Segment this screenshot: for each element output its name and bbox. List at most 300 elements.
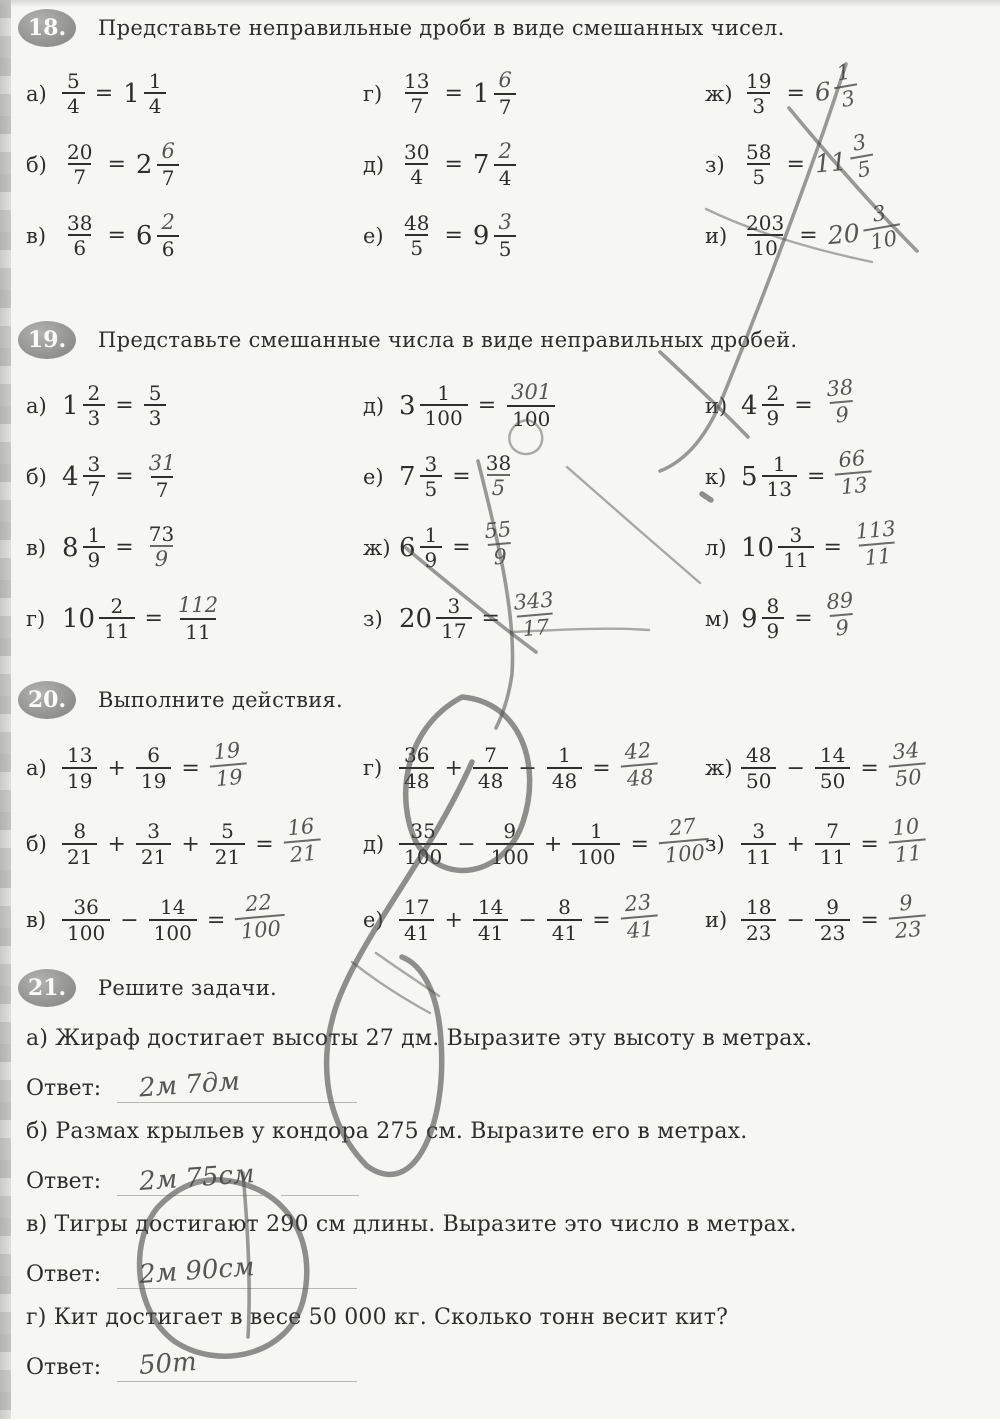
exercise-item [705, 882, 1000, 958]
fraction-denominator: 41 [547, 919, 582, 944]
operator: = [444, 152, 463, 177]
fraction-denominator: 17 [516, 612, 555, 642]
fraction [144, 523, 179, 572]
answer-line-segment [281, 1161, 359, 1196]
mixed-number [136, 211, 180, 260]
fraction-numerator: 113 [854, 516, 897, 545]
fraction [762, 382, 785, 430]
fraction-denominator: 100 [62, 919, 110, 944]
operator: = [592, 907, 611, 933]
answer-line [117, 1347, 357, 1382]
fraction-numerator: 14 [477, 895, 504, 920]
fraction-denominator: 9 [150, 545, 173, 572]
answer-row [26, 1338, 1000, 1382]
fraction-numerator: 16 [286, 813, 315, 841]
operator: = [115, 393, 134, 418]
operator: = [481, 606, 500, 631]
fraction-numerator: 2 [498, 139, 512, 164]
fraction-denominator: 9 [762, 617, 785, 642]
operator: = [444, 223, 463, 248]
exercise-header [18, 678, 1000, 722]
fraction-numerator: 1 [87, 522, 101, 547]
fraction [846, 130, 878, 183]
fraction [478, 518, 519, 571]
operator: = [860, 907, 879, 933]
fraction [481, 452, 516, 501]
exercise-item [26, 512, 363, 583]
fraction-denominator: 11 [99, 617, 134, 642]
exercise-item [363, 129, 705, 200]
problem-text: а) Жираф достигает высоты 27 дм. Выразите эту высоту в метрах. [26, 1026, 813, 1051]
exercise-header [18, 966, 1000, 1010]
whole-number: 4 [62, 461, 79, 492]
fraction [493, 140, 516, 189]
exercise-column [363, 58, 705, 271]
fraction-numerator: 1 [772, 451, 786, 476]
fraction-denominator: 7 [157, 164, 180, 189]
fraction [741, 212, 789, 260]
handwritten-answer-text: 50т [138, 1347, 198, 1381]
fraction-numerator: 89 [825, 588, 854, 615]
fraction-denominator: 11 [778, 546, 813, 571]
fraction-numerator: 6 [147, 743, 160, 768]
fraction-denominator: 3 [83, 404, 106, 429]
mixed-number [741, 453, 797, 501]
exercise-item [363, 730, 705, 806]
fraction-numerator: 2 [161, 210, 175, 235]
operator: + [786, 831, 805, 857]
fraction-denominator: 100 [149, 919, 197, 944]
fraction-denominator: 4 [494, 164, 517, 189]
fraction-denominator: 7 [68, 163, 91, 188]
exercise-item [363, 441, 705, 512]
fraction-denominator: 4 [144, 92, 167, 117]
fraction-denominator: 7 [405, 92, 428, 117]
fraction-numerator: 17 [404, 895, 430, 920]
mixed-number [473, 140, 517, 189]
item-label: е) [363, 223, 384, 248]
fraction-denominator: 100 [235, 913, 287, 944]
operator: = [592, 755, 611, 781]
exercise-item [26, 806, 363, 882]
operator: + [444, 755, 463, 781]
fraction [149, 896, 197, 944]
answer-label: Ответ: [26, 1076, 102, 1101]
fraction-numerator: 35 [410, 819, 436, 844]
fraction-numerator: 23 [623, 889, 652, 917]
fraction-numerator: 3 [789, 522, 803, 547]
mixed-number [473, 69, 517, 118]
operator: − [518, 907, 537, 933]
whole-number: 6 [813, 76, 832, 107]
fraction [762, 595, 785, 643]
mixed-number [741, 524, 814, 572]
whole-number: 8 [62, 532, 79, 563]
fraction-denominator: 48 [399, 767, 434, 792]
fraction [399, 212, 434, 260]
mixed-number [62, 382, 105, 430]
fraction-denominator: 48 [473, 767, 508, 792]
exercise-item [26, 441, 363, 512]
item-label: г) [363, 81, 383, 106]
exercise-item [26, 882, 363, 958]
fraction-denominator: 3 [834, 83, 862, 113]
exercise-header [18, 318, 1000, 362]
exercise-item [26, 129, 363, 200]
exercise-column [705, 58, 1000, 271]
operator: + [444, 907, 463, 933]
item-label: б) [26, 464, 47, 489]
handwritten-answer-text: 2м 7дм [138, 1066, 242, 1104]
fraction-denominator: 5 [487, 474, 510, 501]
fraction [233, 890, 287, 944]
item-label: к) [705, 464, 727, 489]
fraction-denominator: 11 [815, 843, 850, 868]
mixed-number [399, 595, 472, 643]
whole-number: 10 [62, 603, 96, 634]
item-label: е) [363, 908, 384, 932]
fraction [508, 588, 562, 642]
item-label: б) [26, 832, 47, 856]
fraction-numerator: 2 [87, 380, 101, 405]
fraction-denominator: 41 [620, 914, 659, 944]
fraction-numerator: 5 [221, 819, 234, 844]
whole-number: 20 [399, 603, 433, 634]
fraction-denominator: 21 [62, 843, 97, 868]
operator: = [786, 152, 805, 177]
exercise-item [705, 58, 1000, 129]
fraction [420, 524, 443, 572]
item-label: б) [26, 152, 47, 177]
fraction-numerator: 3 [850, 130, 868, 157]
fraction [144, 382, 167, 430]
fraction [778, 524, 813, 572]
fraction-numerator: 18 [746, 895, 772, 920]
fraction-denominator: 4 [405, 163, 428, 188]
fraction [741, 141, 776, 189]
fraction-denominator: 13 [762, 475, 797, 500]
fraction [741, 744, 776, 792]
handwritten-answer-text: 2м 90см [138, 1252, 256, 1290]
whole-number: 6 [135, 220, 153, 251]
fraction [886, 738, 927, 791]
fraction-numerator: 48 [404, 210, 430, 235]
fraction-numerator: 19 [212, 737, 242, 765]
fraction-numerator: 203 [746, 210, 785, 235]
answer-label: Ответ: [26, 1169, 102, 1194]
fraction-denominator: 7 [83, 475, 106, 500]
fraction [136, 820, 171, 868]
fraction-numerator: 66 [837, 446, 867, 473]
whole-number: 20 [826, 218, 861, 251]
fraction [618, 738, 659, 791]
fraction [420, 453, 443, 501]
fraction [741, 70, 776, 118]
operator: = [452, 535, 471, 560]
exercise-item [26, 370, 363, 441]
fraction-denominator: 10 [863, 223, 904, 255]
mixed-number [813, 59, 860, 118]
fraction-numerator: 1 [589, 819, 603, 844]
fraction-numerator: 22 [244, 889, 274, 917]
exercise-column [705, 370, 1000, 654]
fraction-denominator: 6 [68, 234, 91, 259]
fraction [572, 820, 620, 868]
operator: = [115, 464, 134, 489]
fraction-numerator: 3 [447, 593, 461, 618]
whole-number: 7 [399, 461, 416, 492]
fraction [144, 70, 167, 118]
exercise-item [363, 200, 705, 271]
operator: = [799, 223, 818, 248]
exercise-item [363, 370, 705, 441]
exercise-item [705, 806, 1000, 882]
fraction-denominator: 5 [494, 235, 517, 260]
fraction-numerator: 13 [404, 68, 430, 93]
fraction-numerator: 36 [73, 895, 99, 920]
operator: + [107, 831, 126, 857]
item-label: з) [363, 606, 383, 631]
exercise-item [705, 441, 1000, 512]
answer-label: Ответ: [26, 1355, 102, 1380]
fraction-denominator: 5 [405, 234, 428, 259]
fraction [436, 595, 471, 643]
answer-line [117, 1161, 359, 1196]
operator: = [630, 831, 649, 857]
fraction [62, 744, 97, 792]
whole-number: 1 [123, 78, 140, 109]
fraction [173, 594, 223, 643]
fraction [399, 70, 434, 118]
item-label: л) [705, 535, 727, 560]
problem-text: г) Кит достигает в весе 50 000 кг. Сколько тонн весит кит? [26, 1305, 729, 1330]
fraction-numerator: 38 [485, 451, 512, 476]
fraction-denominator: 19 [136, 767, 171, 792]
exercise-item [26, 200, 363, 271]
fraction-numerator: 1 [558, 743, 571, 768]
fraction [399, 896, 434, 944]
mixed-number [399, 382, 468, 430]
fraction-numerator: 10 [891, 813, 921, 841]
fraction-denominator: 10 [747, 234, 782, 259]
fraction [741, 896, 776, 944]
item-label: д) [363, 832, 385, 856]
mixed-number [62, 453, 105, 501]
fraction [83, 382, 106, 430]
fraction-denominator: 48 [547, 767, 582, 792]
mixed-number [825, 201, 902, 260]
item-label: з) [705, 152, 725, 177]
fraction [886, 890, 927, 943]
fraction [99, 595, 134, 643]
fraction-numerator: 1 [148, 68, 162, 93]
item-label: м) [705, 606, 730, 631]
fraction [62, 70, 85, 118]
fraction [136, 744, 171, 792]
fraction-numerator: 3 [147, 819, 160, 844]
exercise-column [26, 730, 363, 958]
fraction-numerator: 5 [67, 68, 80, 93]
fraction [820, 376, 861, 429]
fraction-denominator: 19 [209, 762, 248, 792]
fraction-denominator: 11 [858, 541, 897, 571]
fraction-numerator: 6 [161, 139, 175, 164]
fraction-numerator: 42 [623, 737, 652, 765]
whole-number: 3 [399, 390, 416, 421]
exercise-title: Выполните действия. [98, 688, 344, 712]
fraction [281, 814, 322, 867]
fraction-denominator: 23 [741, 919, 776, 944]
mixed-number [123, 70, 166, 118]
fraction [83, 453, 106, 501]
exercise-column [26, 58, 363, 271]
fraction-numerator: 38 [67, 210, 93, 235]
exercise-19-section [0, 318, 1000, 654]
fraction-denominator: 41 [399, 919, 434, 944]
exercise-20-section [0, 678, 1000, 958]
fraction [815, 744, 850, 792]
fraction [618, 890, 659, 943]
fraction-denominator: 21 [210, 843, 245, 868]
fraction-numerator: 31 [148, 451, 176, 476]
fraction-numerator: 58 [746, 139, 772, 164]
whole-number: 5 [741, 461, 758, 492]
fraction [62, 896, 110, 944]
fraction-numerator: 8 [766, 593, 780, 618]
exercise-item [26, 730, 363, 806]
fraction [859, 200, 904, 256]
fraction-numerator: 1 [437, 380, 450, 405]
exercise-columns [26, 370, 1000, 654]
whole-number: 4 [741, 390, 758, 421]
operator: − [786, 755, 805, 781]
fraction [156, 140, 179, 189]
fraction-denominator: 50 [815, 767, 850, 792]
fraction-numerator: 8 [73, 819, 87, 844]
whole-number: 6 [399, 532, 416, 563]
exercise-item [363, 512, 705, 583]
fraction-numerator: 7 [484, 743, 497, 768]
fraction-denominator: 7 [151, 476, 174, 501]
fraction-numerator: 3 [424, 451, 438, 476]
exercise-number-badge: 21. [18, 969, 76, 1007]
exercise-title: Представьте неправильные дроби в виде смешанных чисел. [98, 16, 785, 40]
fraction-numerator: 301 [511, 380, 552, 405]
whole-number: 7 [472, 149, 490, 180]
answer-line [117, 1254, 357, 1289]
exercise-column [363, 370, 705, 654]
fraction-numerator: 36 [404, 743, 430, 768]
fraction [62, 212, 97, 260]
fraction [547, 744, 582, 792]
fraction-denominator: 11 [741, 843, 776, 868]
fraction-numerator: 3 [87, 451, 101, 476]
item-label: е) [363, 464, 384, 489]
fraction-denominator: 9 [762, 404, 785, 429]
fraction [210, 820, 245, 868]
exercise-21-section [0, 966, 1000, 1382]
exercise-item [363, 806, 705, 882]
exercise-item [705, 730, 1000, 806]
exercise-18-section [0, 6, 1000, 271]
item-label: ж) [705, 756, 733, 780]
fraction-denominator: 23 [815, 919, 850, 944]
fraction-denominator: 17 [436, 617, 471, 642]
fraction [815, 820, 850, 868]
fraction [62, 141, 97, 189]
fraction [820, 589, 861, 642]
fraction [207, 738, 248, 791]
fraction-numerator: 48 [746, 743, 772, 768]
exercise-title: Решите задачи. [98, 976, 277, 1000]
exercise-item [705, 200, 1000, 271]
whole-number: 9 [741, 603, 758, 634]
operator: = [860, 831, 879, 857]
fraction [506, 381, 556, 430]
item-label: г) [363, 756, 383, 780]
fraction-denominator: 50 [741, 767, 776, 792]
operator: − [457, 831, 476, 857]
mixed-number [399, 453, 442, 501]
whole-number: 1 [62, 390, 79, 421]
item-label: з) [705, 832, 725, 856]
fraction [62, 820, 97, 868]
fraction [420, 382, 468, 430]
fraction-numerator: 14 [159, 895, 186, 920]
fraction-denominator: 5 [747, 163, 770, 188]
fraction-denominator: 50 [888, 762, 927, 792]
fraction-denominator: 5 [420, 475, 443, 500]
mixed-number [813, 130, 876, 189]
fraction-numerator: 5 [148, 380, 162, 405]
answer-label: Ответ: [26, 1262, 102, 1287]
item-label: а) [26, 393, 47, 418]
item-label: а) [26, 756, 47, 780]
operator: = [144, 606, 163, 631]
fraction [473, 744, 508, 792]
exercise-item [705, 129, 1000, 200]
mixed-number [741, 382, 784, 430]
fraction [850, 517, 904, 571]
fraction-denominator: 3 [747, 92, 770, 117]
fraction [473, 896, 508, 944]
fraction-denominator: 7 [494, 93, 517, 118]
item-label: и) [705, 908, 728, 932]
mixed-number [399, 524, 442, 572]
operator: = [107, 223, 126, 248]
whole-number: 1 [472, 78, 490, 109]
fraction-denominator: 100 [659, 837, 711, 868]
item-label: г) [26, 606, 46, 631]
fraction-numerator: 9 [897, 890, 914, 916]
exercise-item [705, 370, 1000, 441]
fraction-denominator: 9 [829, 613, 855, 641]
operator: − [786, 907, 805, 933]
item-label: и) [705, 393, 728, 418]
exercise-item [363, 583, 705, 654]
exercise-columns [26, 58, 1000, 271]
operator: = [794, 393, 813, 418]
exercise-title: Представьте смешанные числа в виде неправильных дробей. [98, 328, 798, 352]
fraction-denominator: 48 [620, 762, 659, 792]
fraction-denominator: 9 [829, 400, 855, 428]
answer-line [117, 1068, 357, 1103]
fraction-denominator: 21 [136, 843, 171, 868]
item-label: д) [363, 152, 385, 177]
fraction [547, 896, 582, 944]
fraction [833, 447, 874, 500]
fraction-numerator: 19 [746, 68, 772, 93]
